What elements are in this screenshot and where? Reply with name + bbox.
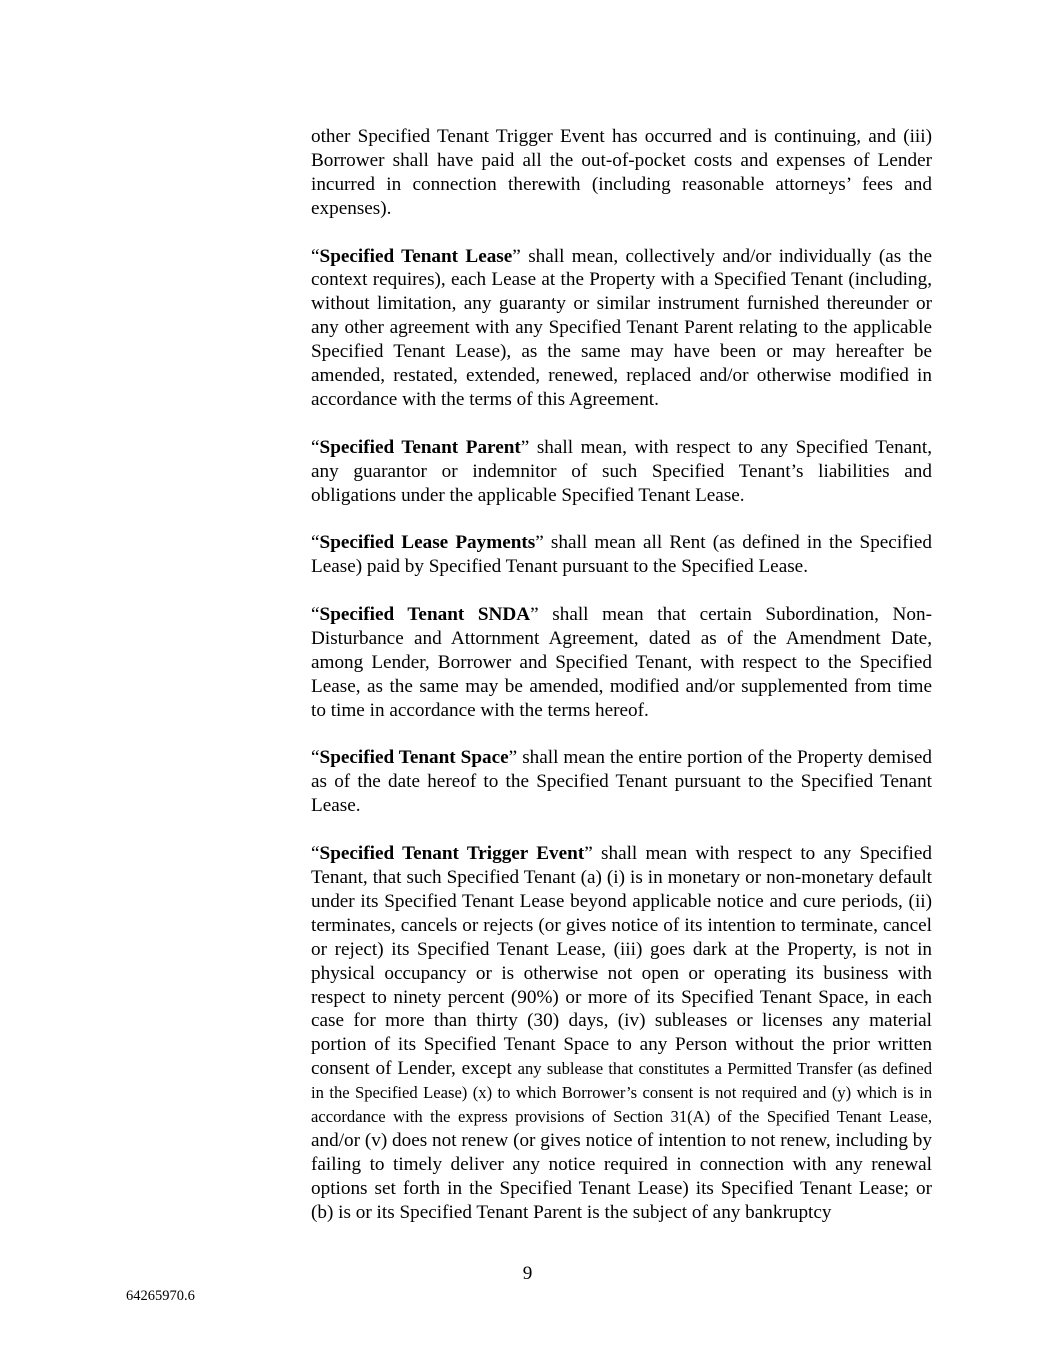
document-body [311, 125, 932, 1248]
definition-text: shall mean with respect to any Specified Tenant, that such Specified Tenant (a) (i) is in monetary or non-monetary default under its Specified Tenant Lease beyond applicable notice and cure periods, (ii) terminates, cancels or rejects (or gives notice of its intention to terminate, cancel or reject) its Specified Tenant Lease, (iii) goes dark at the Property, is not in physical occupancy or is otherwise not open or operating its business with respect to ninety percent (90%) or more of its Specified Tenant Space, in each case for more than thirty (30) days, (iv) subleases or licenses any material portion of its Specified Tenant Space to any Person without the prior written consent of Lender, except [311, 843, 932, 1080]
open-quote: “ [311, 604, 320, 626]
definition-text: shall mean the entire portion of the Property demised as of the date hereof to the Specified Tenant pursuant to the Specified Tenant Lease. [311, 747, 932, 817]
close-quote: ” [508, 747, 518, 769]
defined-term: Specified Tenant Lease [319, 245, 513, 267]
defined-term: Specified Tenant SNDA [319, 604, 531, 626]
definition-text: shall mean all Rent (as defined in the Specified Lease) paid by Specified Tenant pursuant to the Specified Lease. [311, 532, 932, 578]
defined-term: Specified Tenant Space [319, 747, 509, 769]
definition-specified-tenant-trigger-event [311, 842, 932, 1225]
definition-specified-tenant-snda [311, 603, 932, 723]
defined-term: Specified Tenant Trigger Event [319, 843, 585, 865]
continuation-paragraph: other Specified Tenant Trigger Event has occurred and is continuing, and (iii) Borrower shall have paid all the out-of-pocket costs and expenses of Lender incurred in connection therewith (including reasonable attorneys’ fees and expenses). [311, 126, 932, 219]
open-quote: “ [311, 843, 320, 865]
definition-text: shall mean, collectively and/or individually (as the context requires), each Lease at the Property with a Specified Tenant (including, without limitation, any guaranty or similar instrument furnished thereunder or any other agreement with any Specified Tenant Parent relating to the applicable Specified Tenant Lease), as the same may have been or may hereafter be amended, restated, extended, renewed, replaced and/or otherwise modified in accordance with the terms of this Agreement. [311, 245, 932, 410]
definition-specified-tenant-space [311, 746, 932, 818]
open-quote: “ [311, 436, 320, 458]
close-quote: ” [512, 245, 521, 267]
defined-term: Specified Tenant Parent [319, 436, 521, 458]
page-number: 9 [522, 1263, 533, 1284]
document-id: 64265970.6 [126, 1288, 195, 1304]
inserted-small-text: any sublease that constitutes a Permitted Transfer (as defined in the Specified Lease) (x) to which Borrower’s consent is not required and (y) which is in accordance with the express provisions of Section 31(A) of the Specified Tenant Lease, [311, 1059, 932, 1127]
open-quote: “ [311, 532, 320, 554]
definition-text: shall mean, with respect to any Specified Tenant, any guarantor or indemnitor of such Specified Tenant’s liabilities and obligations under the applicable Specified Tenant Lease. [311, 436, 932, 506]
defined-term: Specified Lease Payments [319, 532, 536, 554]
open-quote: “ [311, 747, 320, 769]
definition-text: shall mean that certain Subordination, Non-Disturbance and Attornment Agreement, dated as of the Amendment Date, among Lender, Borrower and Specified Tenant, with respect to the Specified Lease, as the same may be amended, modified and/or supplemented from time to time in accordance with the terms hereof. [311, 604, 932, 721]
close-quote: ” [530, 604, 539, 626]
close-quote: ” [520, 436, 530, 458]
open-quote: “ [311, 245, 320, 267]
definition-specified-tenant-lease [311, 245, 932, 412]
definition-specified-lease-payments [311, 531, 932, 579]
close-quote: ” [535, 532, 544, 554]
definition-specified-tenant-parent [311, 436, 932, 508]
close-quote: ” [584, 843, 593, 865]
definition-text-continued: and/or (v) does not renew (or gives notice of intention to not renew, including by failing to timely deliver any notice required in connection with any renewal options set forth in the Specified Tenant Lease) its Specified Tenant Lease; or (b) is or its Specified Tenant Parent is the subject of any bankruptcy [311, 1129, 932, 1223]
